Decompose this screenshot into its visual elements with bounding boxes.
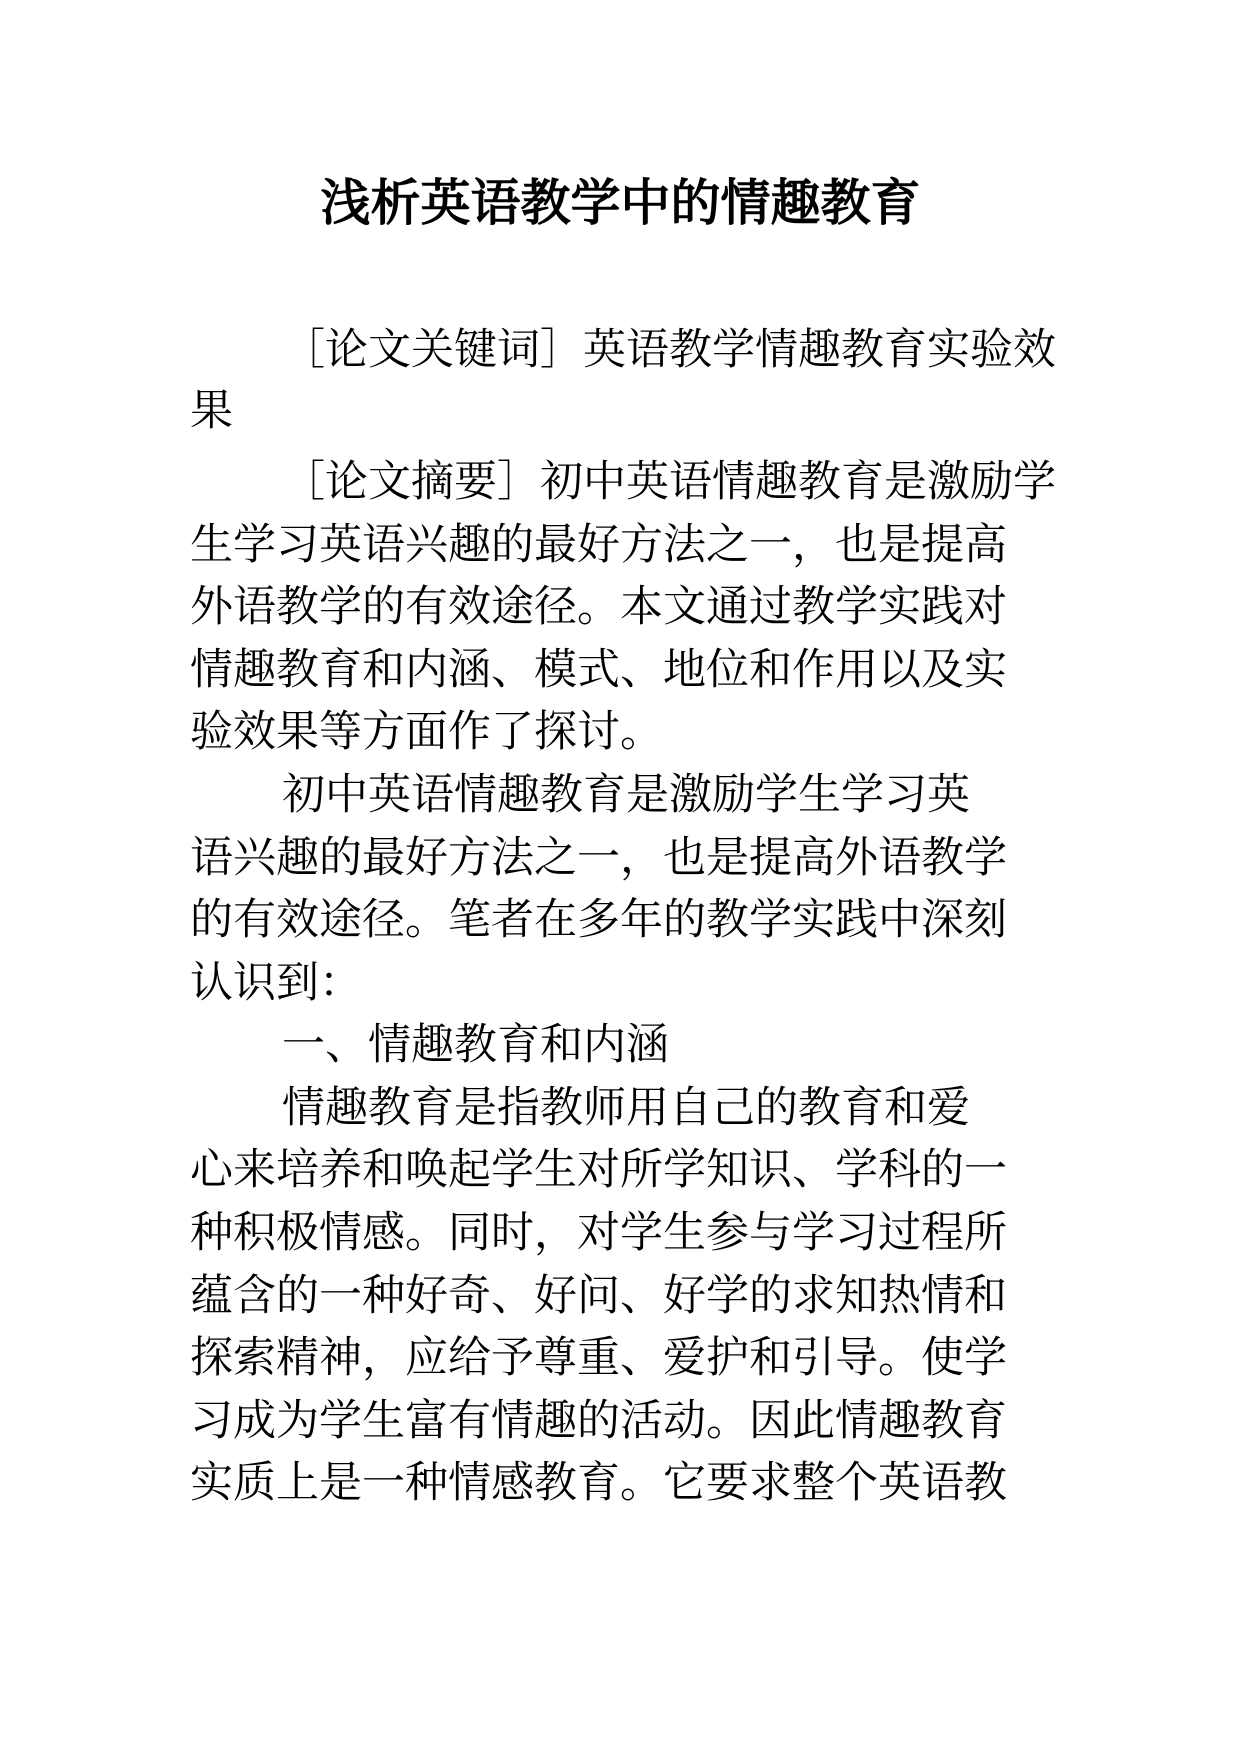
body-paragraph-line: 蕴含的一种好奇、好问、好学的求知热情和 — [190, 1271, 1007, 1321]
abstract-line: ［论文摘要］初中英语情趣教育是激励学 — [282, 457, 1056, 507]
document-title: 浅析英语教学中的情趣教育 — [320, 173, 921, 232]
body-paragraph-line: 认识到： — [190, 958, 362, 1008]
body-paragraph-line: 习成为学生富有情趣的活动。因此情趣教育 — [190, 1396, 1007, 1446]
abstract-line: 外语教学的有效途径。本文通过教学实践对 — [190, 582, 1007, 632]
body-paragraph-line: 心来培养和唤起学生对所学知识、学科的一 — [190, 1145, 1007, 1195]
abstract-line: 验效果等方面作了探讨。 — [190, 707, 663, 757]
abstract-line: 情趣教育和内涵、模式、地位和作用以及实 — [190, 645, 1007, 695]
keywords-line: ［论文关键词］英语教学情趣教育实验效 — [282, 325, 1056, 375]
section-heading: 一、情趣教育和内涵 — [282, 1020, 669, 1070]
body-paragraph-line: 探索精神，应给予尊重、爱护和引导。使学 — [190, 1333, 1007, 1383]
body-paragraph-line: 实质上是一种情感教育。它要求整个英语教 — [190, 1458, 1007, 1508]
abstract-line: 生学习英语兴趣的最好方法之一，也是提高 — [190, 520, 1007, 570]
keywords-line-cont: 果 — [190, 386, 233, 436]
body-paragraph-line: 情趣教育是指教师用自己的教育和爱 — [282, 1083, 970, 1133]
body-paragraph-line: 语兴趣的最好方法之一，也是提高外语教学 — [190, 833, 1007, 883]
body-paragraph-line: 种积极情感。同时，对学生参与学习过程所 — [190, 1208, 1007, 1258]
body-paragraph-line: 的有效途径。笔者在多年的教学实践中深刻 — [190, 895, 1007, 945]
body-paragraph-line: 初中英语情趣教育是激励学生学习英 — [282, 770, 970, 820]
